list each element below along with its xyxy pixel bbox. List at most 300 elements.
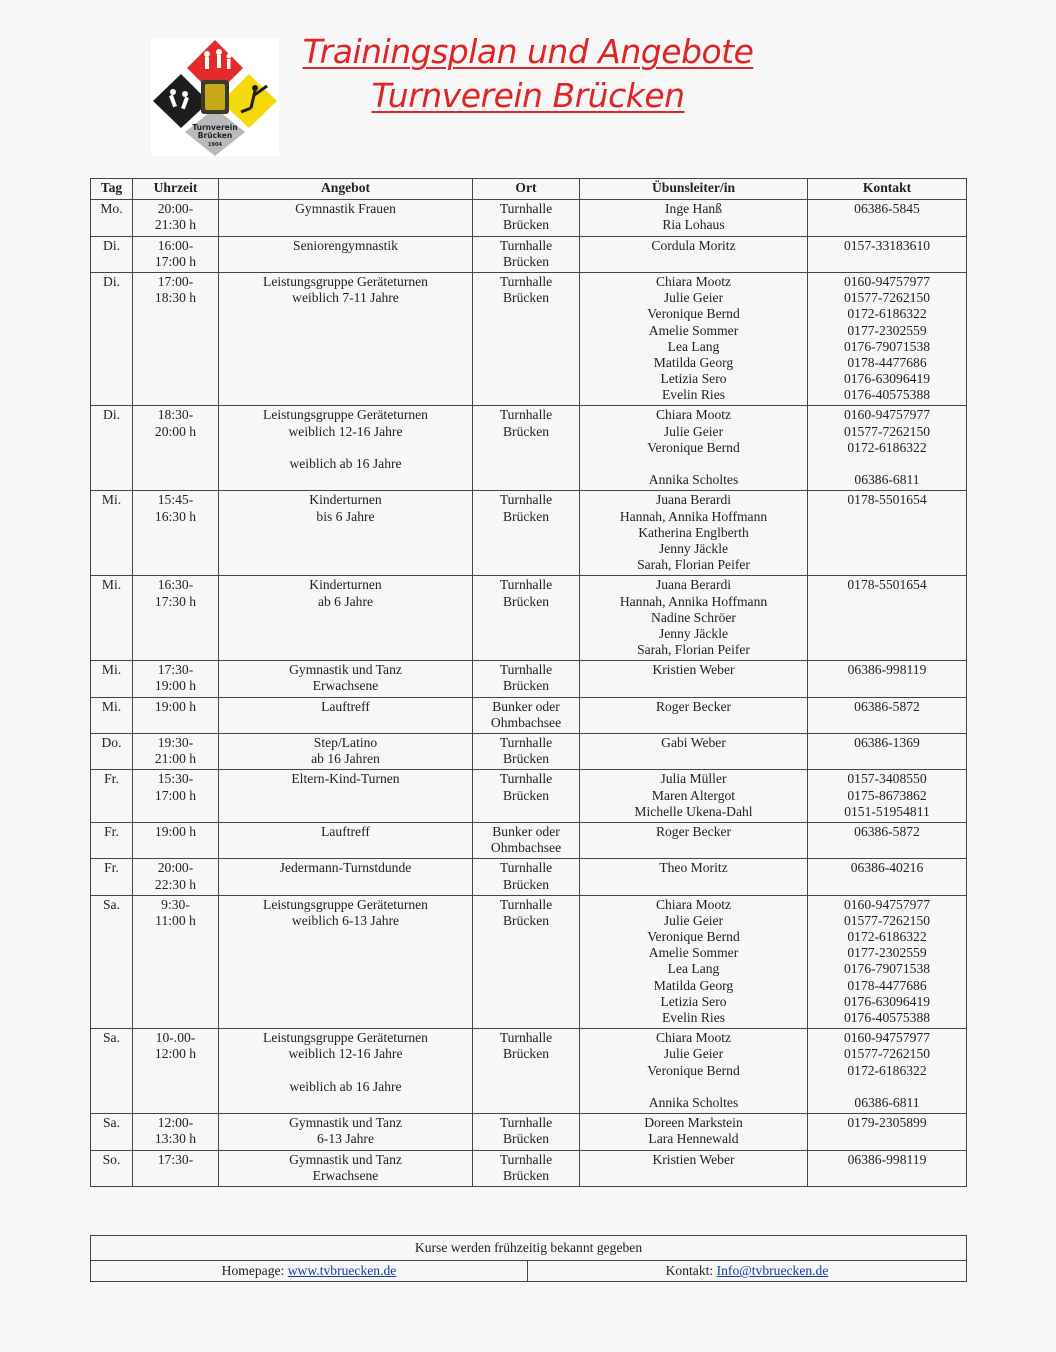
cell-ort-line: Turnhalle: [499, 1151, 553, 1167]
cell-kontakt-line: 0177-2302559: [847, 945, 927, 961]
cell-uhrzeit-line: 17:30-: [157, 662, 194, 678]
cell-tag: [91, 491, 133, 576]
cell-kontakt-line: 0176-63096419: [843, 993, 931, 1009]
cell-kontakt-line: 0179-2305899: [847, 1115, 927, 1131]
cell-leiter-line: Cordula Moritz: [651, 237, 736, 253]
cell-kontakt: [808, 1029, 967, 1114]
cell-leiter: [580, 822, 808, 858]
cell-angebot-line: Eltern-Kind-Turnen: [291, 771, 400, 787]
cell-ort-line: Turnhalle: [499, 662, 553, 678]
table-row: [91, 200, 967, 236]
footer-links-row: [91, 1261, 967, 1282]
cell-uhrzeit: [133, 822, 219, 858]
cell-kontakt: [808, 770, 967, 823]
cell-angebot-line: Gymnastik und Tanz: [289, 1151, 402, 1167]
cell-tag: [91, 895, 133, 1029]
cell-leiter-line: Veronique Bernd: [647, 929, 740, 945]
table-row: [91, 734, 967, 770]
cell-tag-line: Fr.: [104, 771, 119, 787]
cell-kontakt-line: 06386-998119: [847, 1151, 927, 1167]
cell-leiter-line: Evelin Ries: [661, 1010, 726, 1026]
cell-uhrzeit-line: 19:00 h: [154, 698, 197, 714]
cell-tag: [91, 859, 133, 895]
cell-angebot-line: Leistungsgruppe Geräteturnen: [263, 896, 428, 912]
cell-ort: [473, 1150, 580, 1186]
cell-uhrzeit-line: 13:30 h: [154, 1131, 197, 1147]
cell-tag: [91, 1150, 133, 1186]
footer-note-row: [91, 1236, 967, 1261]
table-body: [91, 200, 967, 1187]
cell-ort-line: Brücken: [502, 593, 550, 609]
title-line-1: Trainingsplan und Angebote: [302, 32, 754, 71]
cell-uhrzeit: [133, 1150, 219, 1186]
table-row: [91, 272, 967, 406]
cell-kontakt-line: 06386-5845: [854, 201, 920, 217]
cell-leiter-line: Amelie Sommer: [648, 322, 739, 338]
cell-uhrzeit-line: 19:00 h: [154, 678, 197, 694]
club-logo: [151, 38, 279, 156]
cell-angebot-line: Kinderturnen: [309, 492, 382, 508]
cell-angebot: [219, 1029, 473, 1114]
cell-kontakt-line: 06386-5872: [854, 823, 920, 839]
cell-uhrzeit: [133, 406, 219, 491]
cell-tag-line: Do.: [101, 735, 122, 751]
cell-angebot-line: weiblich 12-16 Jahre: [288, 1046, 403, 1062]
cell-kontakt-line: 06386-6811: [854, 1094, 920, 1110]
cell-ort: [473, 272, 580, 406]
cell-ort-line: Bunker oder: [492, 823, 560, 839]
cell-tag-line: Fr.: [104, 823, 119, 839]
cell-leiter: [580, 697, 808, 733]
cell-uhrzeit: [133, 200, 219, 236]
cell-tag-line: Mo.: [100, 201, 123, 217]
cell-angebot-line: Erwachsene: [312, 1167, 379, 1183]
cell-leiter-line: Sarah, Florian Peifer: [637, 642, 750, 658]
footer-kontakt-cell: [528, 1261, 967, 1282]
cell-leiter-line: Chiara Mootz: [655, 407, 732, 423]
cell-leiter-line: Theo Moritz: [659, 860, 728, 876]
cell-kontakt-line: 01577-7262150: [843, 290, 931, 306]
cell-tag: [91, 661, 133, 697]
cell-uhrzeit: [133, 1029, 219, 1114]
cell-leiter-line: Michelle Ukena-Dahl: [634, 803, 753, 819]
cell-kontakt: [808, 491, 967, 576]
cell-kontakt-line: 0176-40575388: [843, 387, 931, 403]
cell-angebot-line: Kinderturnen: [309, 577, 382, 593]
kontakt-email-link[interactable]: Info@tvbruecken.de: [716, 1263, 829, 1279]
cell-tag-line: Mi.: [101, 698, 122, 714]
cell-leiter-line: Annika Scholtes: [648, 1094, 739, 1110]
cell-uhrzeit: [133, 770, 219, 823]
cell-ort: [473, 200, 580, 236]
cell-ort-line: Turnhalle: [499, 273, 553, 289]
cell-uhrzeit: [133, 272, 219, 406]
cell-leiter-line: Julie Geier: [663, 1046, 724, 1062]
cell-kontakt-line: 0151-51954811: [844, 803, 930, 819]
cell-leiter-line: Juana Berardi: [655, 577, 732, 593]
cell-tag-line: Mi.: [101, 662, 122, 678]
cell-angebot: [219, 236, 473, 272]
cell-angebot-line: weiblich 7-11 Jahre: [292, 290, 399, 306]
table-row: [91, 895, 967, 1029]
cell-tag-line: Sa.: [103, 896, 120, 912]
training-schedule-table: [90, 178, 967, 1187]
cell-leiter-line: Kristien Weber: [652, 662, 735, 678]
cell-leiter-line: Matilda Georg: [653, 354, 734, 370]
cell-angebot-line: Gymnastik und Tanz: [289, 1115, 402, 1131]
table-row: [91, 1150, 967, 1186]
cell-angebot-line: [222, 440, 469, 456]
cell-uhrzeit-line: 12:00-: [157, 1115, 194, 1131]
cell-ort-line: Brücken: [502, 1167, 550, 1183]
cell-angebot-line: weiblich ab 16 Jahre: [289, 1078, 402, 1094]
cell-uhrzeit: [133, 734, 219, 770]
cell-leiter: [580, 1029, 808, 1114]
footer-homepage-cell: [91, 1261, 528, 1282]
cell-kontakt-line: 0178-4477686: [847, 977, 927, 993]
cell-leiter-line: Inge Hanß: [665, 201, 722, 217]
cell-angebot: [219, 1114, 473, 1150]
cell-leiter-line: Hannah, Annika Hoffmann: [619, 593, 768, 609]
cell-angebot: [219, 576, 473, 661]
homepage-link[interactable]: www.tvbruecken.de: [287, 1263, 397, 1279]
cell-kontakt-line: 0160-94757977: [843, 1030, 931, 1046]
cell-leiter-line: Maren Altergot: [651, 787, 736, 803]
table-row: [91, 661, 967, 697]
cell-angebot-line: Gymnastik Frauen: [295, 201, 396, 217]
cell-kontakt-line: 0160-94757977: [843, 273, 931, 289]
cell-angebot: [219, 406, 473, 491]
cell-kontakt-line: 06386-5872: [854, 698, 920, 714]
cell-uhrzeit-line: 22:30 h: [154, 876, 197, 892]
cell-tag-line: So.: [102, 1151, 121, 1167]
footer-note: Kurse werden frühzeitig bekannt gegeben: [91, 1236, 967, 1261]
cell-angebot-line: Leistungsgruppe Geräteturnen: [263, 273, 428, 289]
cell-uhrzeit-line: 15:30-: [157, 771, 194, 787]
cell-kontakt: [808, 236, 967, 272]
cell-kontakt-line: 06386-40216: [850, 860, 924, 876]
cell-tag: [91, 576, 133, 661]
table-header-row: [91, 179, 967, 200]
cell-uhrzeit-line: 21:00 h: [154, 751, 197, 767]
cell-angebot: [219, 491, 473, 576]
table-row: [91, 859, 967, 895]
cell-leiter-line: Chiara Mootz: [655, 1030, 732, 1046]
column-header-tag: Tag: [91, 179, 133, 200]
cell-uhrzeit-line: 9:30-: [161, 896, 190, 912]
cell-kontakt-line: 0172-6186322: [847, 439, 927, 455]
cell-kontakt-line: 0172-6186322: [847, 929, 927, 945]
cell-leiter-line: Lea Lang: [667, 961, 720, 977]
homepage-label: Homepage:: [221, 1263, 285, 1279]
cell-kontakt: [808, 859, 967, 895]
cell-ort-line: Turnhalle: [499, 771, 553, 787]
column-header-ort: Ort: [473, 179, 580, 200]
cell-leiter-line: Lara Hennewald: [648, 1131, 739, 1147]
cell-uhrzeit-line: 16:30 h: [154, 508, 197, 524]
cell-kontakt-line: 0160-94757977: [843, 407, 931, 423]
cell-uhrzeit: [133, 491, 219, 576]
cell-uhrzeit-line: 15:45-: [157, 492, 194, 508]
cell-angebot: [219, 895, 473, 1029]
cell-angebot: [219, 822, 473, 858]
cell-tag-line: Sa.: [103, 1115, 120, 1131]
cell-ort-line: Turnhalle: [499, 201, 553, 217]
cell-leiter-line: Chiara Mootz: [655, 273, 732, 289]
cell-tag: [91, 734, 133, 770]
column-header-uhrzeit: Uhrzeit: [133, 179, 219, 200]
cell-ort-line: Brücken: [502, 508, 550, 524]
cell-kontakt-line: 01577-7262150: [843, 423, 931, 439]
cell-uhrzeit-line: 10-.00-: [155, 1030, 196, 1046]
cell-kontakt: [808, 661, 967, 697]
cell-ort: [473, 1114, 580, 1150]
cell-ort: [473, 1029, 580, 1114]
cell-ort-line: Turnhalle: [499, 1030, 553, 1046]
cell-angebot: [219, 697, 473, 733]
cell-angebot: [219, 661, 473, 697]
cell-tag: [91, 822, 133, 858]
cell-kontakt: [808, 406, 967, 491]
cell-ort-line: Brücken: [502, 253, 550, 269]
cell-uhrzeit: [133, 661, 219, 697]
cell-ort-line: Brücken: [502, 678, 550, 694]
cell-angebot-line: Leistungsgruppe Geräteturnen: [263, 407, 428, 423]
table-row: [91, 576, 967, 661]
cell-leiter-line: Letizia Sero: [660, 993, 727, 1009]
cell-uhrzeit-line: 17:00-: [157, 273, 194, 289]
cell-leiter-line: Jenny Jäckle: [658, 540, 729, 556]
cell-ort: [473, 661, 580, 697]
cell-kontakt-line: 0175-8673862: [847, 787, 927, 803]
cell-tag-line: Sa.: [103, 1030, 120, 1046]
cell-leiter: [580, 734, 808, 770]
cell-leiter-line: Jenny Jäckle: [658, 625, 729, 641]
cell-kontakt-line: 06386-998119: [847, 662, 927, 678]
cell-ort-line: Turnhalle: [499, 407, 553, 423]
cell-angebot-line: Seniorengymnastik: [293, 237, 398, 253]
cell-kontakt: [808, 895, 967, 1029]
cell-ort: [473, 770, 580, 823]
cell-ort-line: Ohmbachsee: [490, 840, 562, 856]
cell-uhrzeit: [133, 895, 219, 1029]
cell-leiter-line: Amelie Sommer: [648, 945, 739, 961]
cell-ort-line: Ohmbachsee: [490, 714, 562, 730]
cell-ort-line: Brücken: [502, 751, 550, 767]
cell-ort-line: Turnhalle: [499, 735, 553, 751]
cell-leiter-line: Julie Geier: [663, 290, 724, 306]
cell-uhrzeit-line: 11:00 h: [155, 912, 196, 928]
cell-ort: [473, 406, 580, 491]
cell-leiter: [580, 576, 808, 661]
title-line-2: Turnverein Brücken: [371, 76, 685, 115]
column-header-kontakt: Kontakt: [808, 179, 967, 200]
cell-angebot-line: weiblich 12-16 Jahre: [288, 423, 403, 439]
cell-kontakt-line: 0160-94757977: [843, 896, 931, 912]
cell-uhrzeit-line: 18:30-: [157, 407, 194, 423]
cell-ort-line: Turnhalle: [499, 237, 553, 253]
cell-leiter-line: Julie Geier: [663, 423, 724, 439]
cell-tag-line: Fr.: [104, 860, 119, 876]
cell-leiter-line: Doreen Markstein: [644, 1115, 743, 1131]
cell-angebot: [219, 272, 473, 406]
cell-leiter-line: Matilda Georg: [653, 977, 734, 993]
cell-ort-line: Brücken: [502, 1046, 550, 1062]
cell-leiter-line: Lea Lang: [667, 338, 720, 354]
cell-angebot-line: ab 6 Jahre: [317, 593, 374, 609]
cell-kontakt-line: 06386-1369: [854, 735, 920, 751]
page-title: [300, 30, 756, 118]
cell-leiter-line: Ria Lohaus: [662, 217, 725, 233]
cell-leiter-line: [583, 1079, 804, 1095]
cell-angebot-line: bis 6 Jahre: [316, 508, 375, 524]
cell-angebot-line: 6-13 Jahre: [317, 1131, 374, 1147]
cell-ort-line: Turnhalle: [499, 860, 553, 876]
cell-leiter-line: Evelin Ries: [661, 387, 726, 403]
table-row: [91, 770, 967, 823]
cell-angebot-line: Lauftreff: [321, 698, 370, 714]
cell-ort-line: Bunker oder: [492, 698, 560, 714]
cell-tag: [91, 200, 133, 236]
cell-ort: [473, 895, 580, 1029]
cell-uhrzeit-line: 19:00 h: [154, 823, 197, 839]
cell-kontakt-line: 0176-40575388: [843, 1010, 931, 1026]
cell-tag-line: Di.: [103, 407, 120, 423]
cell-leiter-line: Julie Geier: [663, 912, 724, 928]
cell-ort-line: Brücken: [502, 217, 550, 233]
cell-leiter: [580, 406, 808, 491]
cell-uhrzeit-line: 20:00-: [157, 201, 194, 217]
cell-uhrzeit-line: 20:00 h: [154, 423, 197, 439]
cell-ort: [473, 734, 580, 770]
cell-leiter-line: Veronique Bernd: [647, 1062, 740, 1078]
kontakt-label: Kontakt:: [665, 1263, 714, 1279]
cell-tag-line: Mi.: [101, 577, 122, 593]
cell-ort: [473, 576, 580, 661]
cell-kontakt-line: 0178-5501654: [847, 577, 927, 593]
cell-uhrzeit-line: 17:00 h: [154, 787, 197, 803]
cell-kontakt: [808, 822, 967, 858]
cell-kontakt-line: 0172-6186322: [847, 306, 927, 322]
cell-ort-line: Turnhalle: [499, 577, 553, 593]
cell-ort-line: Brücken: [502, 876, 550, 892]
cell-ort: [473, 491, 580, 576]
cell-kontakt: [808, 1150, 967, 1186]
cell-angebot: [219, 734, 473, 770]
cell-leiter-line: Nadine Schröer: [651, 609, 736, 625]
cell-angebot: [219, 200, 473, 236]
cell-leiter-line: Sarah, Florian Peifer: [637, 557, 750, 573]
cell-kontakt: [808, 697, 967, 733]
cell-leiter-line: Katherina Englberth: [638, 524, 749, 540]
table-row: [91, 1029, 967, 1114]
cell-angebot: [219, 859, 473, 895]
cell-leiter: [580, 895, 808, 1029]
cell-kontakt: [808, 734, 967, 770]
cell-uhrzeit-line: 12:00 h: [154, 1046, 197, 1062]
cell-kontakt-line: 0176-79071538: [843, 961, 931, 977]
footer-table: [90, 1235, 967, 1282]
logo-text: [185, 124, 245, 149]
cell-uhrzeit-line: 21:30 h: [154, 217, 197, 233]
cell-ort: [473, 859, 580, 895]
cell-ort-line: Brücken: [502, 290, 550, 306]
cell-angebot-line: Leistungsgruppe Geräteturnen: [263, 1030, 428, 1046]
cell-tag-line: Mi.: [101, 492, 122, 508]
cell-angebot-line: weiblich ab 16 Jahre: [289, 456, 402, 472]
cell-uhrzeit: [133, 1114, 219, 1150]
cell-leiter-line: Chiara Mootz: [655, 896, 732, 912]
cell-angebot-line: weiblich 6-13 Jahre: [291, 912, 400, 928]
cell-angebot-line: Erwachsene: [312, 678, 379, 694]
cell-angebot: [219, 770, 473, 823]
cell-ort-line: Turnhalle: [499, 1115, 553, 1131]
cell-tag-line: Di.: [103, 273, 120, 289]
cell-tag-line: Di.: [103, 237, 120, 253]
cell-tag: [91, 1029, 133, 1114]
cell-leiter-line: Julia Müller: [660, 771, 727, 787]
cell-uhrzeit-line: 18:30 h: [154, 290, 197, 306]
cell-kontakt-line: 0172-6186322: [847, 1062, 927, 1078]
cell-uhrzeit: [133, 236, 219, 272]
cell-uhrzeit: [133, 859, 219, 895]
cell-ort-line: Turnhalle: [499, 492, 553, 508]
table-row: [91, 236, 967, 272]
cell-leiter-line: Hannah, Annika Hoffmann: [619, 508, 768, 524]
cell-ort-line: Brücken: [502, 1131, 550, 1147]
cell-leiter: [580, 236, 808, 272]
cell-leiter-line: Gabi Weber: [661, 735, 726, 751]
cell-leiter: [580, 491, 808, 576]
table-row: [91, 406, 967, 491]
cell-kontakt-line: 0178-5501654: [847, 492, 927, 508]
cell-tag: [91, 406, 133, 491]
cell-leiter-line: Kristien Weber: [652, 1151, 735, 1167]
cell-kontakt: [808, 272, 967, 406]
cell-kontakt: [808, 576, 967, 661]
cell-uhrzeit: [133, 697, 219, 733]
column-header-leiter: Übunsleiter/in: [580, 179, 808, 200]
cell-leiter: [580, 200, 808, 236]
cell-ort: [473, 236, 580, 272]
logo-year: 1904: [208, 142, 222, 148]
cell-kontakt-line: 0176-63096419: [843, 371, 931, 387]
table-row: [91, 1114, 967, 1150]
cell-leiter: [580, 859, 808, 895]
cell-tag: [91, 272, 133, 406]
cell-leiter: [580, 1114, 808, 1150]
cell-uhrzeit-line: 17:30-: [157, 1151, 194, 1167]
cell-kontakt-line: 01577-7262150: [843, 912, 931, 928]
cell-kontakt-line: 0157-33183610: [843, 237, 931, 253]
cell-ort-line: Brücken: [502, 912, 550, 928]
cell-ort-line: Brücken: [502, 423, 550, 439]
cell-ort-line: Turnhalle: [499, 896, 553, 912]
cell-leiter-line: Juana Berardi: [655, 492, 732, 508]
cell-ort: [473, 822, 580, 858]
cell-kontakt-line: [811, 456, 963, 472]
cell-leiter: [580, 661, 808, 697]
cell-leiter: [580, 272, 808, 406]
table-row: [91, 697, 967, 733]
cell-angebot-line: [222, 1063, 469, 1079]
cell-angebot-line: Lauftreff: [321, 823, 370, 839]
cell-tag: [91, 697, 133, 733]
cell-angebot-line: ab 16 Jahren: [311, 751, 380, 767]
cell-kontakt: [808, 1114, 967, 1150]
cell-angebot-line: Gymnastik und Tanz: [289, 662, 402, 678]
cell-kontakt-line: 0178-4477686: [847, 354, 927, 370]
